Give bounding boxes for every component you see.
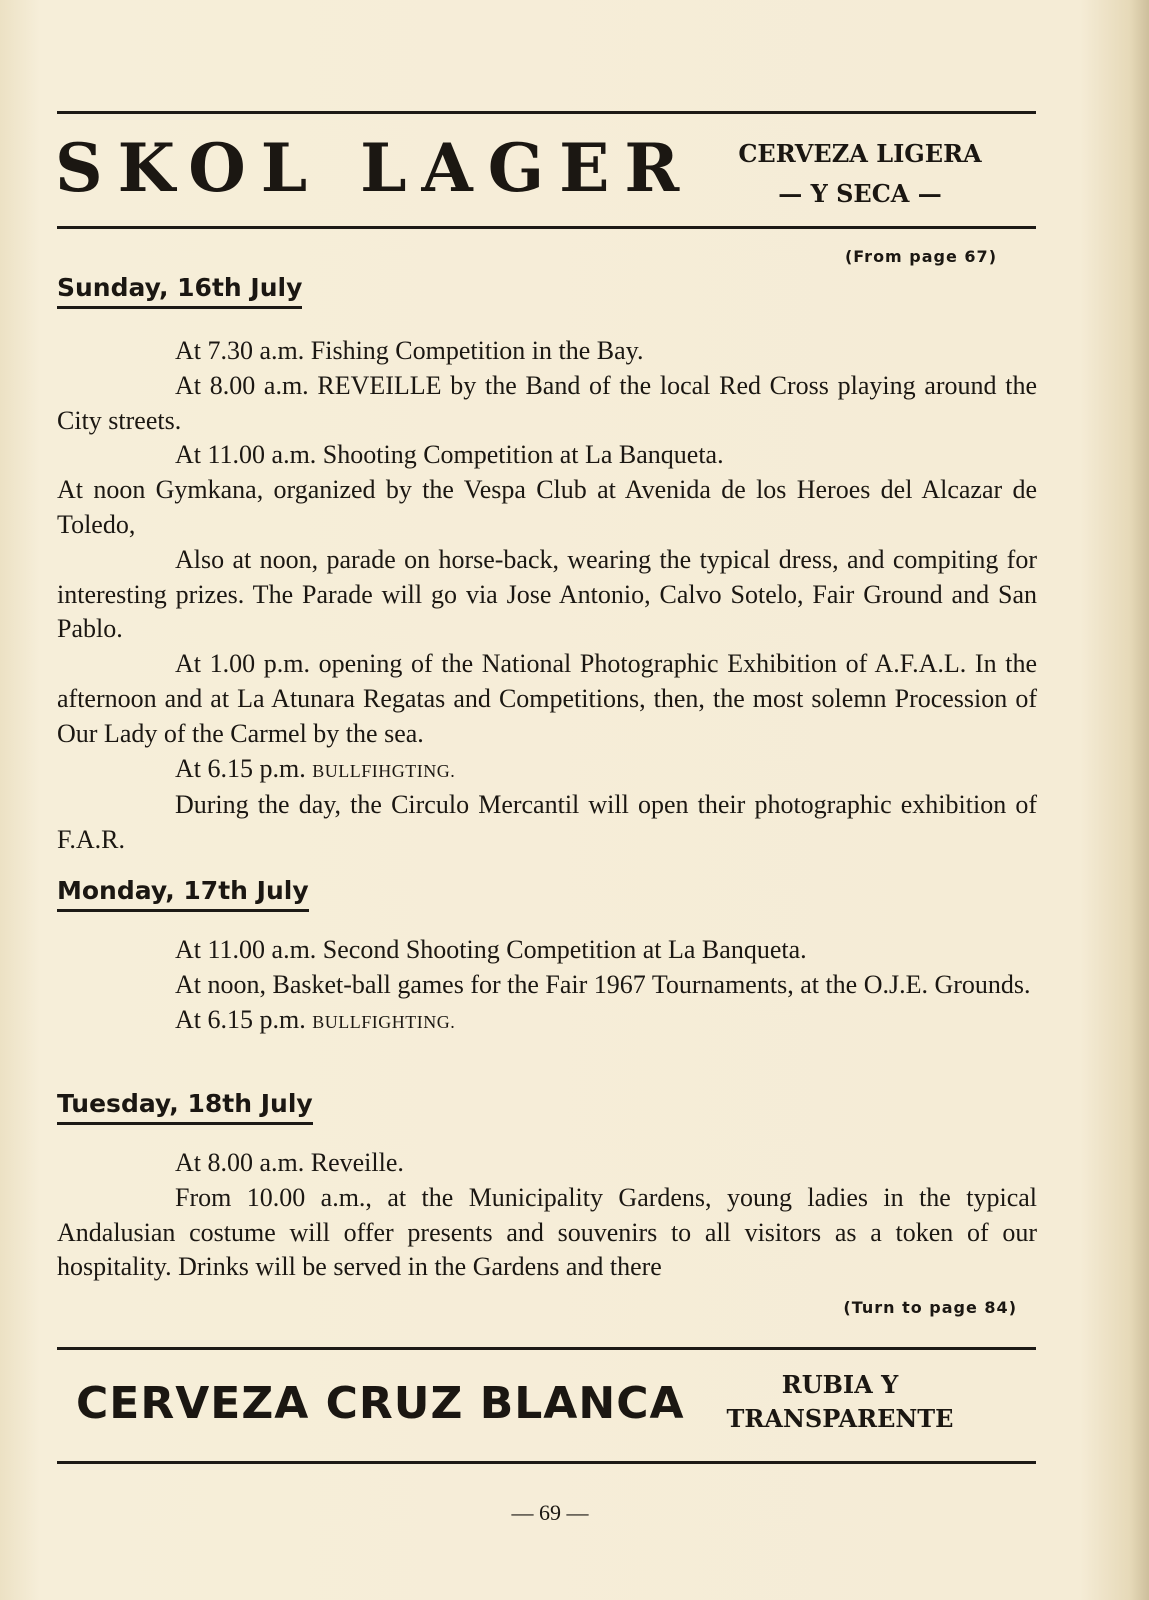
top-ad-rule-upper [57,111,1036,114]
event-paragraph: At 11.00 a.m. Shooting Competition at La Banqueta. [175,440,724,470]
sunday-events [57,334,1037,858]
day-heading-monday: Monday, 17th July [57,876,309,912]
day-heading-tuesday: Tuesday, 18th July [57,1089,313,1125]
monday-events [57,933,1037,1039]
top-ad-rule-lower [57,226,1036,229]
event-paragraph: Also at noon, parade on horse-back, wearing the typical dress, and compiting for interesting prizes. The Parade will go via Jose Antonio, Calvo Sotelo, Fair Ground and San Pablo. [57,544,1037,644]
event-time: At 6.15 p.m. [175,753,306,783]
top-ad-tagline-line1: CERVEZA LIGERA [738,139,982,168]
event-paragraph: During the day, the Circulo Mercantil will open their photographic exhibition of F.A.R. [57,790,1037,855]
tuesday-events [57,1146,1037,1285]
event-paragraph [57,1003,1037,1040]
bottom-ad-tagline-line2: TRANSPARENTE [726,1404,954,1433]
event-paragraph: From 10.00 a.m., at the Municipality Gardens, young ladies in the typical Andalusian costume will offer presents and souvenirs to all visitors as a token of our hospitality. Drinks will be served in the Gardens and there [57,1182,1037,1282]
event-bullfight: BULLFIGHTING. [312,1011,456,1032]
event-paragraph: At 11.00 a.m. Second Shooting Competition at La Banqueta. [175,935,807,964]
bottom-ad-rule-upper [57,1347,1036,1350]
event-paragraph: At 8.00 a.m. REVEILLE by the Band of the local Red Cross playing around the City streets. [57,370,1037,435]
from-page-note: (From page 67) [844,247,997,266]
bottom-ad-tagline [720,1368,960,1436]
event-paragraph [57,752,1037,789]
event-paragraph: At noon Gymkana, organized by the Vespa Club at Avenida de los Heroes del Alcazar de Toledo, [57,475,1037,539]
bottom-ad-title: CERVEZA CRUZ BLANCA [76,1378,685,1429]
event-paragraph: At 7.30 a.m. Fishing Competition in the Bay. [175,336,644,365]
top-ad-tagline-line2: — Y SECA — [778,179,942,208]
bottom-ad-tagline-line1: RUBIA Y [781,1370,899,1399]
turn-page-note: (Turn to page 84) [843,1298,1017,1317]
bottom-ad-rule-lower [57,1461,1036,1464]
top-ad-tagline [725,134,995,214]
event-paragraph: At noon, Basket-ball games for the Fair 1967 Tournaments, at the O.J.E. Grounds. [175,969,1031,999]
event-bullfight: BULLFIHGTING. [312,760,456,781]
day-heading-sunday: Sunday, 16th July [57,273,302,309]
page-number: — 69 — [511,1500,589,1525]
top-ad-title: SKOL LAGER [55,129,695,207]
event-paragraph: At 8.00 a.m. Reveille. [175,1148,404,1177]
event-time: At 6.15 p.m. [175,1004,306,1034]
event-paragraph: At 1.00 p.m. opening of the National Photographic Exhibition of A.F.A.L. In the afternoon and at La Atunara Regatas and Competitions, then, the most solemn Procession of Our Lady of the Carmel by the sea. [57,649,1037,748]
